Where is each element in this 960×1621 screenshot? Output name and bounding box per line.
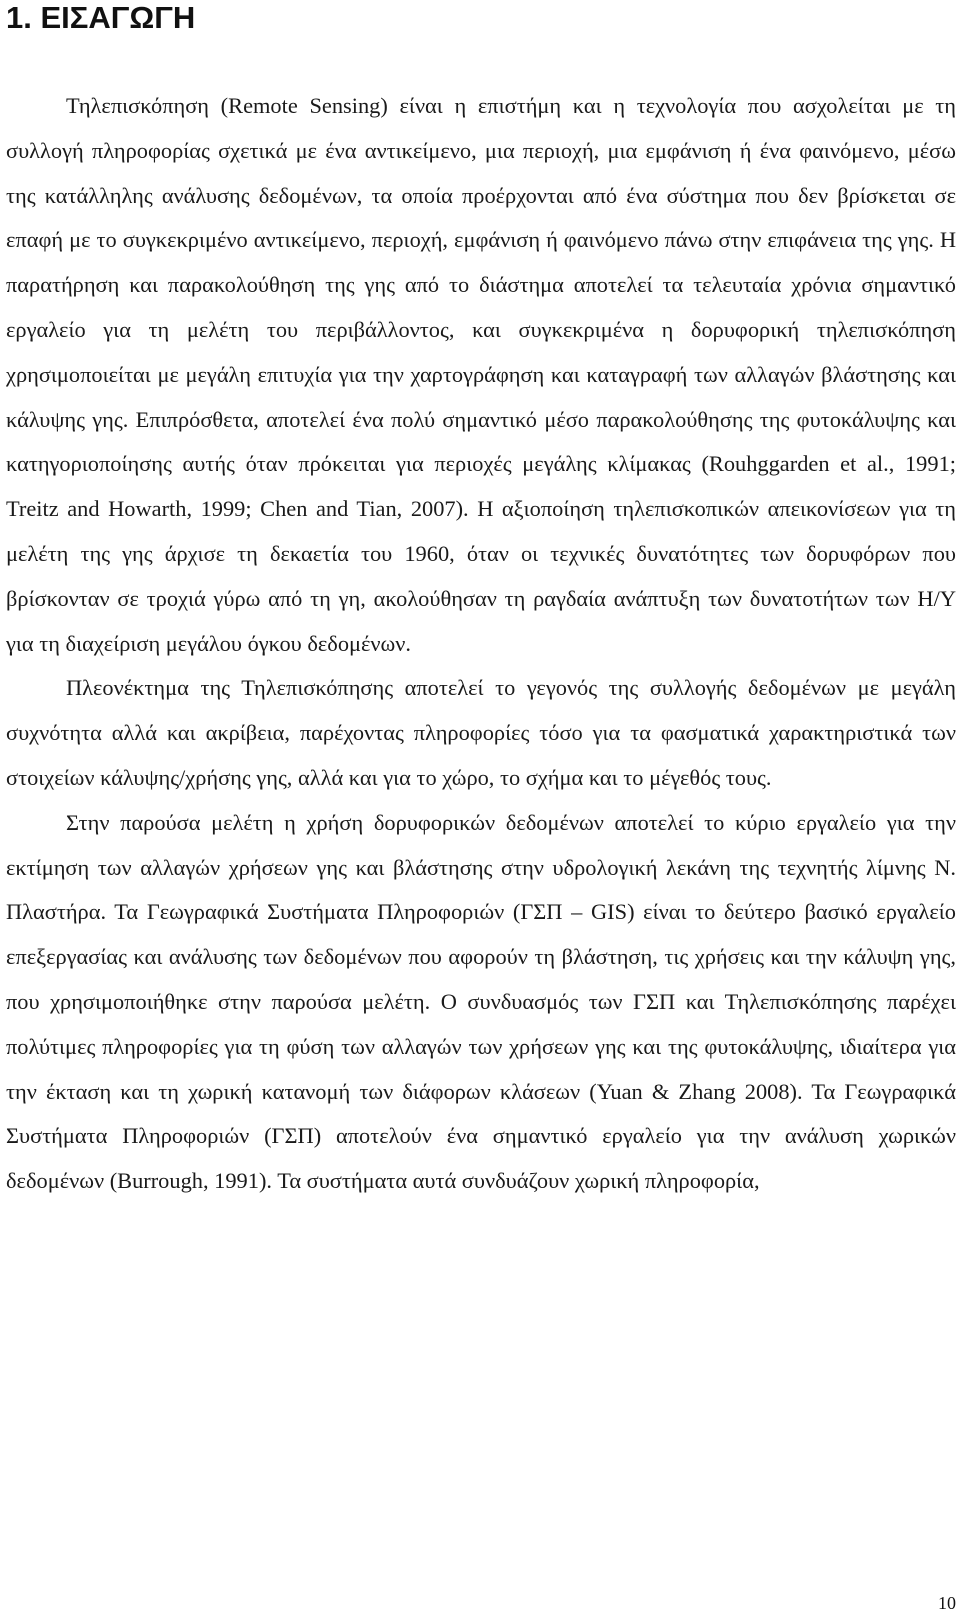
- paragraph-advantages: Πλεονέκτημα της Τηλεπισκόπησης αποτελεί το γεγονός της συλλογής δεδομένων με μεγάλη συχνότητα αλλά και ακρίβεια, παρέχοντας πληροφορίες τόσο για τα φασματικά χαρακτηριστικά των στοιχείων κάλυψης/χρήσης γης, αλλά και για το χώρο, το σχήμα και το μέγεθός τους.: [6, 675, 956, 790]
- paragraph-remote-sensing-intro: Τηλεπισκόπηση (Remote Sensing) είναι η επιστήμη και η τεχνολογία που ασχολείται με τη συλλογή πληροφορίας σχετικά με ένα αντικείμενο, μια περιοχή, μια εμφάνιση ή ένα φαινόμενο, μέσω της κατάλληλης ανάλυσης δεδομένων, τα οποία προέρχονται από ένα σύστημα που δεν βρίσκεται σε επαφή με το συγκεκριμένο αντικείμενο, περιοχή, εμφάνιση ή φαινόμενο πάνω στην επιφάνεια της γης. Η παρατήρηση και παρακολούθηση της γης από το διάστημα αποτελεί τα τελευταία χρόνια σημαντικό εργαλείο για τη μελέτη του περιβάλλοντος, και συγκεκριμένα η δορυφορική τηλεπισκόπηση χρησιμοποιείται με μεγάλη επιτυχία για την χαρτογράφηση και καταγραφή των αλλαγών βλάστησης και κάλυψης γης. Επιπρόσθετα, αποτελεί ένα πολύ σημαντικό μέσο παρακολούθησης της φυτοκάλυψης και κατηγοριοποίησης αυτής όταν πρόκειται για περιοχές μεγάλης κλίμακας (Rouhggarden et al., 1991; Treitz and Howarth, 1999; Chen and Tian, 2007). Η αξιοποίηση τηλεπισκοπικών απεικονίσεων για τη μελέτη της γης άρχισε τη δεκαετία του 1960, όταν οι τεχνικές δυνατότητες των δορυφόρων που βρίσκονταν σε τροχιά γύρω από τη γη, ακολούθησαν τη ραγδαία ανάπτυξη των δυνατοτήτων των Η/Υ για τη διαχείριση μεγάλου όγκου δεδομένων.: [6, 93, 956, 656]
- paragraph-study-tools: Στην παρούσα μελέτη η χρήση δορυφορικών δεδομένων αποτελεί το κύριο εργαλείο για την εκτίμηση των αλλαγών χρήσεων γης και βλάστησης στην υδρολογική λεκάνη της τεχνητής λίμνης Ν. Πλαστήρα. Τα Γεωγραφικά Συστήματα Πληροφοριών (ΓΣΠ – GIS) είναι το δεύτερο βασικό εργαλείο επεξεργασίας και ανάλυσης των δεδομένων που αφορούν τη βλάστηση, τις χρήσεις και την κάλυψη γης, που χρησιμοποιήθηκε στην παρούσα μελέτη. Ο συνδυασμός των ΓΣΠ και Τηλεπισκόπησης παρέχει πολύτιμες πληροφορίες για τη φύση των αλλαγών των χρήσεων γης και της φυτοκάλυψης, ιδιαίτερα για την έκταση και τη χωρική κατανομή των διάφορων κλάσεων (Yuan & Zhang 2008). Τα Γεωγραφικά Συστήματα Πληροφοριών (ΓΣΠ) αποτελούν ένα σημαντικό εργαλείο για την ανάλυση χωρικών δεδομένων (Burrough, 1991). Τα συστήματα αυτά συνδυάζουν χωρική πληροφορία,: [6, 809, 956, 1194]
- section-heading: 1. ΕΙΣΑΓΩΓΗ: [6, 0, 196, 35]
- page-number: 10: [938, 1593, 956, 1613]
- body-text: [6, 84, 956, 1204]
